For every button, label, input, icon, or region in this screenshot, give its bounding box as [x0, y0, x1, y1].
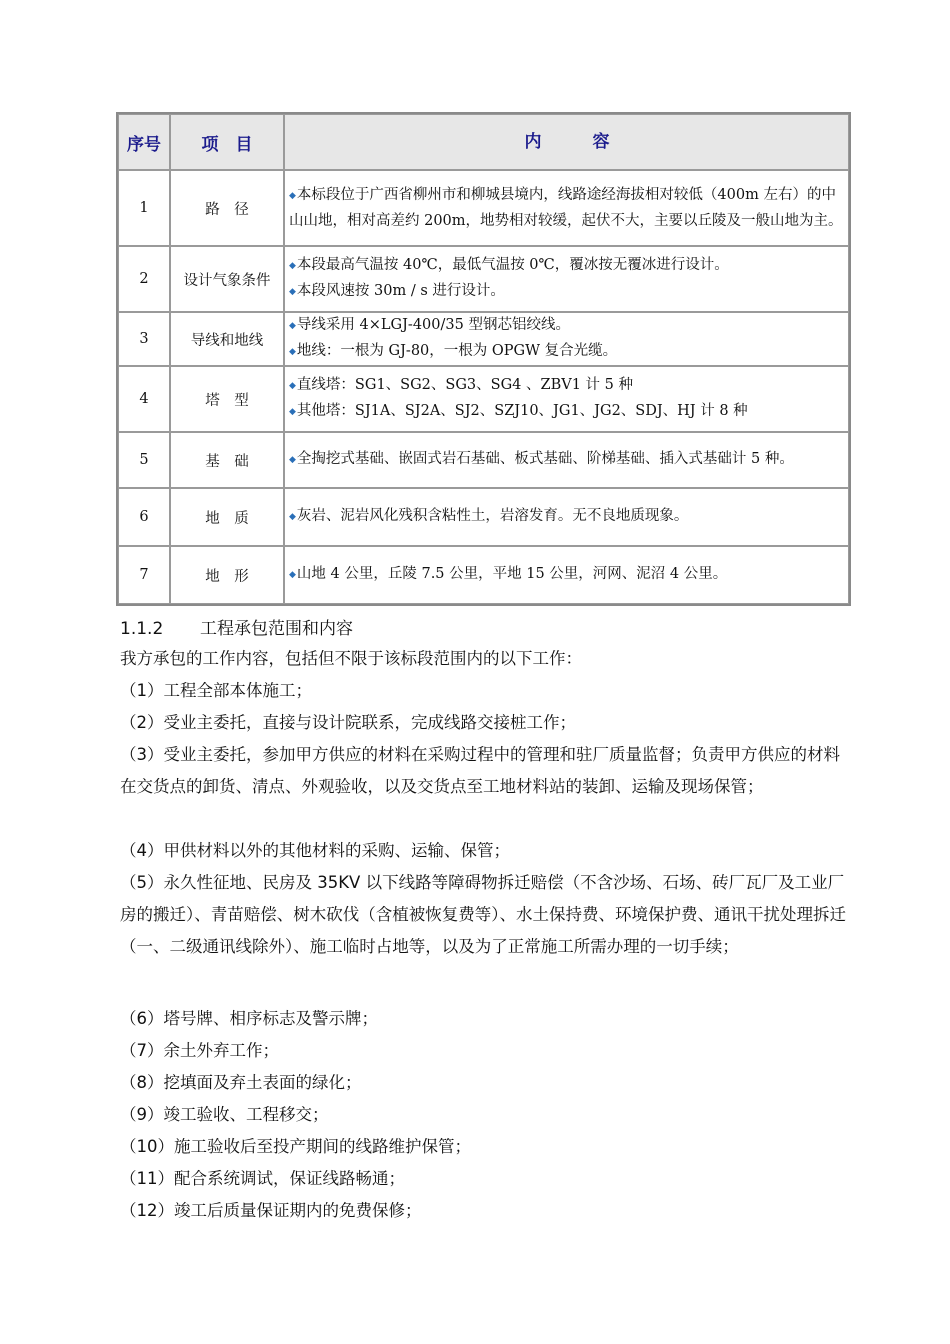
diamond-bullet-icon: ◆ [289, 287, 296, 297]
row-content [284, 432, 849, 488]
content-line: ◆山地 4 公里，丘陵 7.5 公里，平地 15 公里，河网、泥沼 4 公里。 [289, 566, 728, 582]
content-line: ◆全掏挖式基础、嵌固式岩石基础、板式基础、阶梯基础、插入式基础计 5 种。 [289, 451, 794, 467]
list-item: （8）挖填面及弃土表面的绿化； [120, 1073, 362, 1092]
list-item: （1）工程全部本体施工； [120, 681, 312, 700]
diamond-bullet-icon: ◆ [289, 347, 296, 357]
table-row [118, 432, 849, 488]
content-line: ◆本标段位于广西省柳州市和柳城县境内，线路途经海拔相对较低（400m 左右）的中山山地，相对高差约 200m，地势相对较缓，起伏不大，主要以丘陵及一般山地为主。 [289, 187, 843, 229]
content-line: ◆本段最高气温按 40℃，最低气温按 0℃，覆冰按无覆冰进行设计。 [289, 257, 729, 273]
section-number: 1.1.2 [120, 619, 164, 639]
diamond-bullet-icon: ◆ [289, 455, 296, 465]
section-title: 工程承包范围和内容 [200, 619, 353, 639]
content-line: ◆导线采用 4×LGJ-400/35 型钢芯铝绞线。 [289, 317, 570, 333]
table-header-row [118, 114, 849, 170]
row-no: 4 [118, 366, 170, 432]
section-intro: 我方承包的工作内容，包括但不限于该标段范围内的以下工作： [120, 649, 582, 668]
list-item: （11）配合系统调试，保证线路畅通； [120, 1169, 405, 1188]
row-item: 基 础 [170, 432, 284, 488]
row-item: 地 形 [170, 546, 284, 604]
section-heading [120, 614, 353, 639]
row-content [284, 546, 849, 604]
diamond-bullet-icon: ◆ [289, 261, 296, 271]
table-row [118, 488, 849, 546]
row-item: 设计气象条件 [170, 246, 284, 312]
row-item: 塔 型 [170, 366, 284, 432]
content-line: ◆灰岩、泥岩风化残积含粘性土，岩溶发育。无不良地质现象。 [289, 508, 689, 524]
list-item: （3）受业主委托，参加甲方供应的材料在采购过程中的管理和驻厂质量监督；负责甲方供应的材料在交货点的卸货、清点、外观验收，以及交货点至工地材料站的装卸、运输及现场保管； [120, 745, 840, 796]
table-row [118, 246, 849, 312]
table-row [118, 312, 849, 366]
list-item: （9）竣工验收、工程移交； [120, 1105, 329, 1124]
header-item: 项 目 [170, 114, 284, 170]
diamond-bullet-icon: ◆ [289, 570, 296, 580]
diamond-bullet-icon: ◆ [289, 512, 296, 522]
table-row [118, 366, 849, 432]
list-item: （10）施工验收后至投产期间的线路维护保管； [120, 1137, 471, 1156]
header-content: 内 容 [284, 114, 849, 170]
row-content [284, 312, 849, 366]
row-content [284, 246, 849, 312]
row-content [284, 488, 849, 546]
list-item: （7）余土外弃工作； [120, 1041, 279, 1060]
list-item: （6）塔号牌、相序标志及警示牌； [120, 1009, 378, 1028]
row-no: 7 [118, 546, 170, 604]
list-item: （4）甲供材料以外的其他材料的采购、运输、保管； [120, 841, 510, 860]
row-no: 2 [118, 246, 170, 312]
row-content [284, 170, 849, 246]
row-item: 导线和地线 [170, 312, 284, 366]
row-no: 6 [118, 488, 170, 546]
diamond-bullet-icon: ◆ [289, 321, 296, 331]
diamond-bullet-icon: ◆ [289, 407, 296, 417]
content-line: ◆其他塔：SJ1A、SJ2A、SJ2、SZJ10、JG1、JG2、SDJ、HJ 计 8 种 [289, 403, 748, 419]
table-row [118, 170, 849, 246]
list-item: （2）受业主委托，直接与设计院联系，完成线路交接桩工作； [120, 713, 576, 732]
diamond-bullet-icon: ◆ [289, 381, 296, 391]
row-item: 路 径 [170, 170, 284, 246]
list-item: （12）竣工后质量保证期内的免费保修； [120, 1201, 422, 1220]
project-overview-table [116, 112, 851, 606]
row-no: 1 [118, 170, 170, 246]
content-line: ◆本段风速按 30m / s 进行设计。 [289, 283, 505, 299]
row-no: 5 [118, 432, 170, 488]
header-no: 序号 [118, 114, 170, 170]
content-line: ◆地线：一根为 GJ-80，一根为 OPGW 复合光缆。 [289, 343, 618, 359]
content-line: ◆直线塔：SG1、SG2、SG3、SG4 、ZBV1 计 5 种 [289, 377, 633, 393]
row-no: 3 [118, 312, 170, 366]
table-row [118, 546, 849, 604]
diamond-bullet-icon: ◆ [289, 191, 296, 201]
row-content [284, 366, 849, 432]
row-item: 地 质 [170, 488, 284, 546]
list-item: （5）永久性征地、民房及 35KV 以下线路等障碍物拆迁赔偿（不含沙场、石场、砖厂瓦厂及工业厂房的搬迁）、青苗赔偿、树木砍伐（含植被恢复费等）、水土保持费、环境保护费、通讯干扰处理拆迁（一、二级通讯线除外）、施工临时占地等，以及为了正常施工所需办理的一切手续； [120, 873, 846, 956]
